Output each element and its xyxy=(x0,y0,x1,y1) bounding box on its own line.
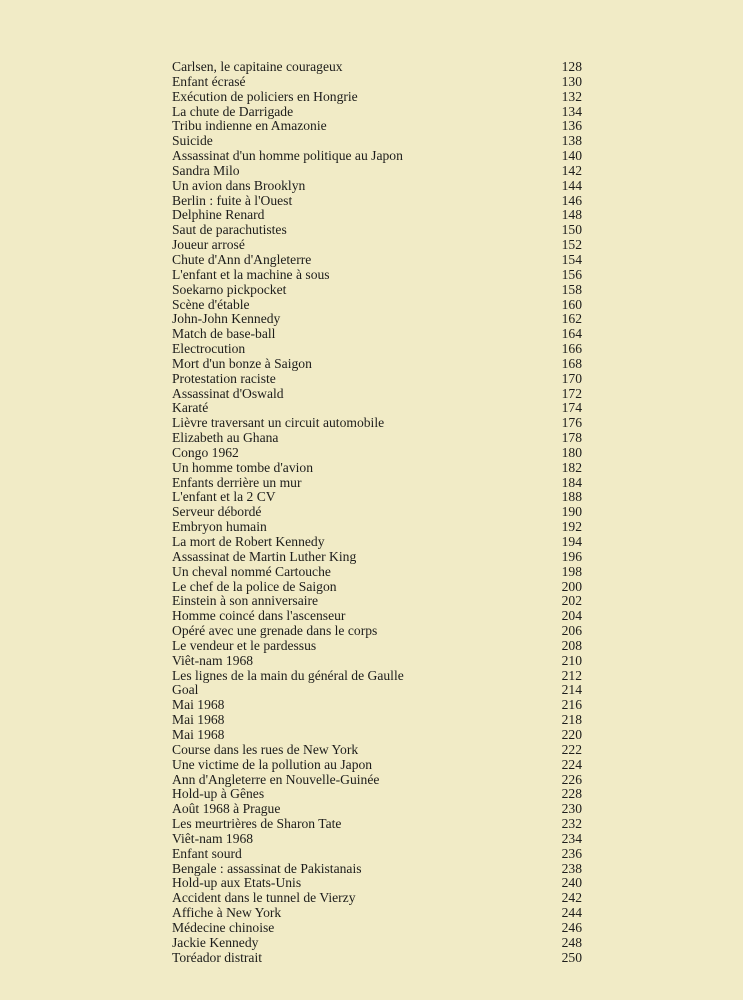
toc-entry xyxy=(172,787,582,802)
toc-entry xyxy=(172,520,582,535)
toc-entry-title: L'enfant et la machine à sous xyxy=(172,266,330,282)
toc-entry-page-number: 184 xyxy=(561,474,582,490)
toc-entry-page-number: 156 xyxy=(561,266,582,282)
toc-entry-title: Match de base-ball xyxy=(172,326,276,342)
toc-entry xyxy=(172,357,582,372)
toc-entry xyxy=(172,490,582,505)
toc-entry-page-number: 230 xyxy=(561,801,582,817)
toc-entry-title: Enfant sourd xyxy=(172,845,242,861)
toc-entry xyxy=(172,802,582,817)
toc-entry-page-number: 150 xyxy=(561,222,582,238)
toc-entry xyxy=(172,134,582,149)
toc-entry-page-number: 242 xyxy=(561,890,582,906)
toc-entry-page-number: 188 xyxy=(561,489,582,505)
toc-entry-page-number: 246 xyxy=(561,919,582,935)
toc-entry xyxy=(172,416,582,431)
toc-entry-title: Le vendeur et le pardessus xyxy=(172,637,317,653)
toc-entry xyxy=(172,773,582,788)
toc-entry xyxy=(172,164,582,179)
toc-entry xyxy=(172,654,582,669)
toc-entry-title: Bengale : assassinat de Pakistanais xyxy=(172,860,362,876)
toc-entry-page-number: 176 xyxy=(561,415,582,431)
toc-entry-page-number: 180 xyxy=(561,444,582,460)
toc-entry-title: Enfant écrasé xyxy=(172,73,246,89)
toc-entry-title: Homme coincé dans l'ascenseur xyxy=(172,608,346,624)
toc-entry xyxy=(172,951,582,966)
toc-entry xyxy=(172,758,582,773)
toc-entry-page-number: 216 xyxy=(561,697,582,713)
toc-entry xyxy=(172,505,582,520)
toc-entry-title: Exécution de policiers en Hongrie xyxy=(172,88,358,104)
toc-entry-title: Assassinat de Martin Luther King xyxy=(172,548,357,564)
toc-entry-title: Un homme tombe d'avion xyxy=(172,459,314,475)
toc-entry xyxy=(172,936,582,951)
toc-entry-title: Berlin : fuite à l'Ouest xyxy=(172,192,293,208)
toc-entry-page-number: 178 xyxy=(561,430,582,446)
toc-entry-page-number: 218 xyxy=(561,712,582,728)
toc-entry-page-number: 224 xyxy=(561,756,582,772)
toc-entry-page-number: 210 xyxy=(561,652,582,668)
toc-entry-title: Elizabeth au Ghana xyxy=(172,430,279,446)
toc-entry-page-number: 200 xyxy=(561,578,582,594)
toc-entry xyxy=(172,906,582,921)
toc-entry-title: Viêt-nam 1968 xyxy=(172,830,254,846)
toc-entry xyxy=(172,669,582,684)
toc-entry-title: Goal xyxy=(172,682,199,698)
toc-entry-title: Jackie Kennedy xyxy=(172,934,259,950)
toc-entry xyxy=(172,565,582,580)
toc-entry-title: Hold-up aux Etats-Unis xyxy=(172,875,302,891)
toc-entry-page-number: 208 xyxy=(561,637,582,653)
toc-entry-title: Affiche à New York xyxy=(172,905,282,921)
toc-entry-page-number: 154 xyxy=(561,251,582,267)
toc-entry-page-number: 182 xyxy=(561,459,582,475)
toc-entry-page-number: 148 xyxy=(561,207,582,223)
toc-entry xyxy=(172,891,582,906)
toc-entry-page-number: 232 xyxy=(561,816,582,832)
toc-entry xyxy=(172,683,582,698)
toc-entry-page-number: 170 xyxy=(561,370,582,386)
toc-entry-title: Protestation raciste xyxy=(172,370,276,386)
toc-entry xyxy=(172,728,582,743)
toc-entry-page-number: 202 xyxy=(561,593,582,609)
toc-entry-title: Einstein à son anniversaire xyxy=(172,593,319,609)
toc-entry-title: Suicide xyxy=(172,133,213,149)
toc-entry-page-number: 226 xyxy=(561,771,582,787)
toc-entry xyxy=(172,431,582,446)
toc-entry-title: Un avion dans Brooklyn xyxy=(172,177,306,193)
toc-entry xyxy=(172,387,582,402)
toc-entry-title: Course dans les rues de New York xyxy=(172,741,359,757)
toc-entry xyxy=(172,283,582,298)
toc-entry-page-number: 136 xyxy=(561,118,582,134)
toc-entry-page-number: 162 xyxy=(561,311,582,327)
toc-entry xyxy=(172,208,582,223)
toc-entry-title: Une victime de la pollution au Japon xyxy=(172,756,373,772)
toc-entry-title: Mai 1968 xyxy=(172,726,225,742)
toc-entry-page-number: 152 xyxy=(561,237,582,253)
toc-entry-page-number: 236 xyxy=(561,845,582,861)
toc-entry-title: La mort de Robert Kennedy xyxy=(172,534,325,549)
toc-entry xyxy=(172,624,582,639)
toc-entry-title: Karaté xyxy=(172,400,209,416)
toc-entry-title: Soekarno pickpocket xyxy=(172,281,287,297)
toc-entry-title: Accident dans le tunnel de Vierzy xyxy=(172,890,356,906)
toc-entry-page-number: 228 xyxy=(561,786,582,802)
toc-entry xyxy=(172,847,582,862)
toc-entry-page-number: 220 xyxy=(561,726,582,742)
toc-entry-title: Toréador distrait xyxy=(172,949,263,965)
toc-entry xyxy=(172,90,582,105)
toc-entry-page-number: 144 xyxy=(561,177,582,193)
toc-entry-page-number: 132 xyxy=(561,88,582,104)
toc-entry xyxy=(172,817,582,832)
toc-entry xyxy=(172,223,582,238)
toc-entry xyxy=(172,268,582,283)
toc-entry-title: Joueur arrosé xyxy=(172,237,245,253)
toc-entry xyxy=(172,921,582,936)
toc-entry xyxy=(172,832,582,847)
toc-entry-title: Saut de parachutistes xyxy=(172,222,287,238)
toc-entry-title: Serveur débordé xyxy=(172,504,262,520)
toc-entry xyxy=(172,476,582,491)
toc-entry-page-number: 244 xyxy=(561,905,582,921)
toc-entry-page-number: 250 xyxy=(561,949,582,965)
toc-entry-page-number: 168 xyxy=(561,355,582,371)
toc-entry xyxy=(172,639,582,654)
toc-entry-title: Le chef de la police de Saigon xyxy=(172,578,337,594)
toc-entry-title: Les meurtrières de Sharon Tate xyxy=(172,816,342,832)
toc-entry xyxy=(172,194,582,209)
toc-entry-page-number: 174 xyxy=(561,400,582,416)
toc-entry-title: Mort d'un bonze à Saigon xyxy=(172,355,312,371)
toc-entry-page-number: 172 xyxy=(561,385,582,401)
toc-entry-title: Congo 1962 xyxy=(172,444,239,460)
toc-entry-page-number: 214 xyxy=(561,682,582,698)
toc-entry-page-number: 164 xyxy=(561,326,582,342)
toc-entry-page-number: 166 xyxy=(561,341,582,357)
toc-entry xyxy=(172,298,582,313)
toc-entry xyxy=(172,119,582,134)
toc-entry-title: John-John Kennedy xyxy=(172,311,281,327)
toc-entry xyxy=(172,60,582,75)
toc-entry-page-number: 234 xyxy=(561,830,582,846)
toc-entry-page-number: 142 xyxy=(561,162,582,178)
toc-entry xyxy=(172,535,582,550)
toc-entry xyxy=(172,550,582,565)
toc-entry xyxy=(172,713,582,728)
toc-entry xyxy=(172,446,582,461)
toc-entry-title: Mai 1968 xyxy=(172,697,225,713)
toc-entry xyxy=(172,461,582,476)
toc-entry xyxy=(172,698,582,713)
toc-entry-title: Sandra Milo xyxy=(172,162,240,178)
toc-entry-page-number: 240 xyxy=(561,875,582,891)
toc-entry xyxy=(172,75,582,90)
toc-entry-title: Scène d'étable xyxy=(172,296,250,312)
toc-entry xyxy=(172,105,582,120)
toc-entry-page-number: 138 xyxy=(561,133,582,149)
toc-entry-page-number: 130 xyxy=(561,73,582,89)
toc-entry-page-number: 238 xyxy=(561,860,582,876)
toc-entry-title: Carlsen, le capitaine courageux xyxy=(172,59,343,74)
toc-entry-title: Mai 1968 xyxy=(172,712,225,728)
toc-entry xyxy=(172,342,582,357)
toc-entry-page-number: 140 xyxy=(561,148,582,164)
toc-entry-page-number: 198 xyxy=(561,563,582,579)
toc-entry xyxy=(172,179,582,194)
toc-entry xyxy=(172,372,582,387)
toc-entry-title: Hold-up à Gênes xyxy=(172,786,265,802)
toc-entry-title: Viêt-nam 1968 xyxy=(172,652,254,668)
toc-entry-page-number: 212 xyxy=(561,667,582,683)
toc-entry-page-number: 194 xyxy=(561,534,582,549)
toc-entry xyxy=(172,862,582,877)
toc-entry-title: Lièvre traversant un circuit automobile xyxy=(172,415,385,431)
toc-entry-page-number: 196 xyxy=(561,548,582,564)
toc-entry-page-number: 160 xyxy=(561,296,582,312)
toc-entry-title: Electrocution xyxy=(172,341,246,357)
toc-entry-title: Chute d'Ann d'Angleterre xyxy=(172,251,312,267)
toc-entry-page-number: 206 xyxy=(561,623,582,639)
toc-entry xyxy=(172,743,582,758)
toc-entry-title: Opéré avec une grenade dans le corps xyxy=(172,623,378,639)
table-of-contents xyxy=(172,60,582,965)
toc-entry-title: Août 1968 à Prague xyxy=(172,801,281,817)
toc-entry-title: Un cheval nommé Cartouche xyxy=(172,563,331,579)
toc-entry-title: Médecine chinoise xyxy=(172,919,275,935)
toc-entry xyxy=(172,401,582,416)
toc-entry xyxy=(172,149,582,164)
toc-entry-page-number: 222 xyxy=(561,741,582,757)
toc-entry-page-number: 248 xyxy=(561,934,582,950)
toc-entry-page-number: 134 xyxy=(561,103,582,119)
toc-entry xyxy=(172,876,582,891)
toc-entry xyxy=(172,580,582,595)
toc-entry xyxy=(172,238,582,253)
toc-entry-title: Delphine Renard xyxy=(172,207,265,223)
toc-entry-title: Les lignes de la main du général de Gaulle xyxy=(172,667,404,683)
toc-entry xyxy=(172,594,582,609)
toc-entry-title: Assassinat d'un homme politique au Japon xyxy=(172,148,403,164)
toc-entry xyxy=(172,253,582,268)
toc-entry-page-number: 204 xyxy=(561,608,582,624)
toc-entry-title: Enfants derrière un mur xyxy=(172,474,302,490)
toc-entry-page-number: 146 xyxy=(561,192,582,208)
toc-entry-title: Assassinat d'Oswald xyxy=(172,385,284,401)
toc-entry xyxy=(172,312,582,327)
toc-entry-title: Tribu indienne en Amazonie xyxy=(172,118,327,134)
toc-entry-page-number: 192 xyxy=(561,519,582,535)
toc-entry-title: La chute de Darrigade xyxy=(172,103,294,119)
toc-entry xyxy=(172,609,582,624)
toc-entry-page-number: 190 xyxy=(561,504,582,520)
toc-entry-page-number: 128 xyxy=(561,59,582,74)
toc-entry-page-number: 158 xyxy=(561,281,582,297)
toc-entry-title: L'enfant et la 2 CV xyxy=(172,489,276,505)
toc-entry-title: Ann d'Angleterre en Nouvelle-Guinée xyxy=(172,771,380,787)
toc-entry-title: Embryon humain xyxy=(172,519,267,535)
toc-entry xyxy=(172,327,582,342)
